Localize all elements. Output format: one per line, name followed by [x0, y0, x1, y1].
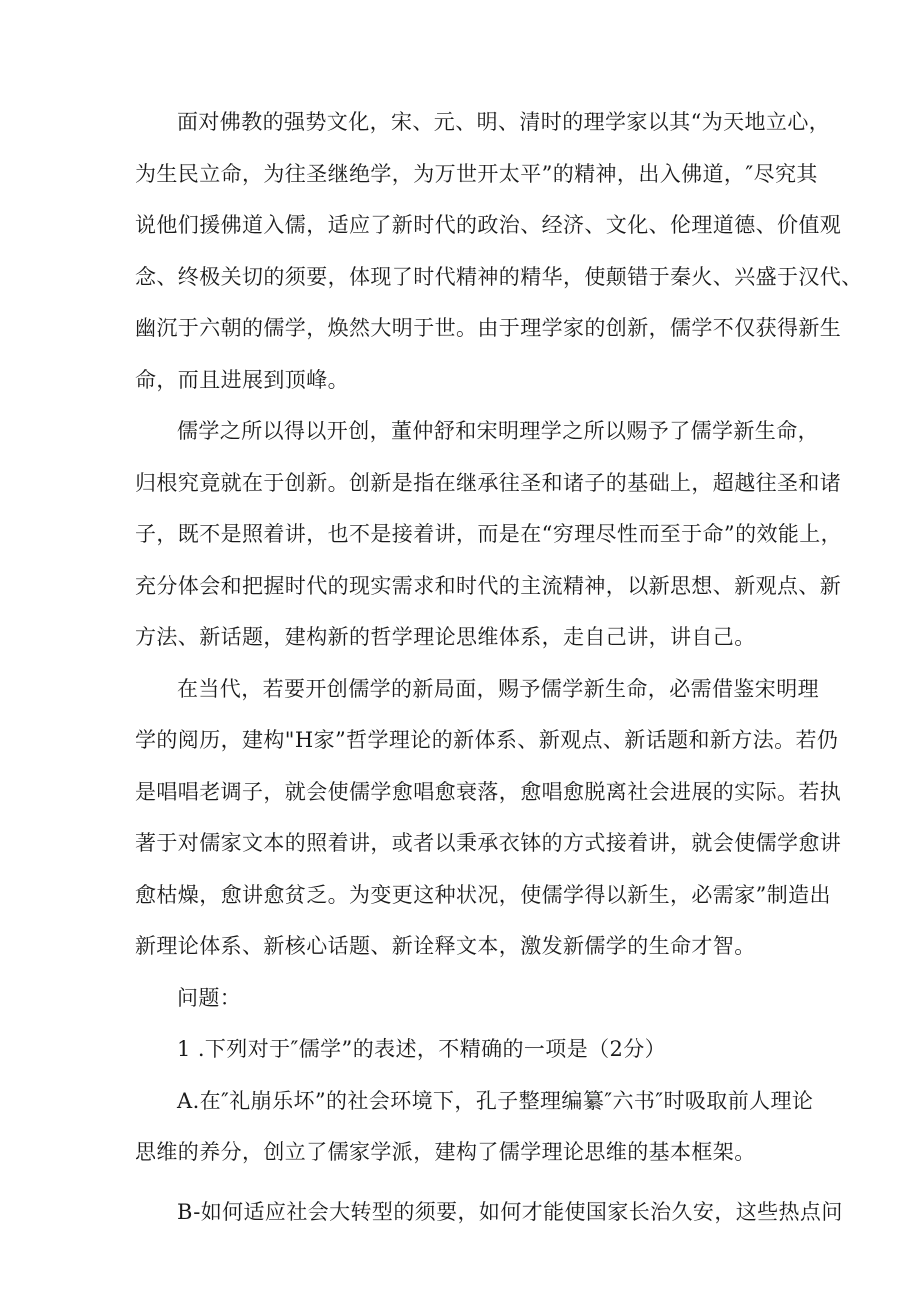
paragraph-1-line-3: 说他们援佛道入儒，适应了新时代的政治、经济、文化、伦理道德、价值观 — [135, 213, 842, 237]
paragraph-1-line-5: 幽沉于六朝的儒学，焕然大明于世。由于理学家的创新，儒学不仅获得新生 — [135, 316, 842, 340]
paragraph-3-line-4: 著于对儒家文本的照着讲，或者以秉承衣钵的方式接着讲，就会使儒学愈讲 — [135, 831, 842, 855]
paragraph-1-line-6: 命，而且进展到顶峰。 — [135, 368, 349, 392]
paragraph-2-line-5: 方法、新话题，建构新的哲学理论思维体系，走自己讲，讲自己。 — [135, 625, 756, 649]
paragraph-3-line-2: 学的阅历，建构"H家”哲学理论的新体系、新观点、新话题和新方法。若仍 — [135, 728, 839, 752]
paragraph-3-line-1: 在当代，若要开创儒学的新局面，赐予儒学新生命，必需借鉴宋明理 — [177, 677, 819, 701]
option-a-line-1: A.在″礼崩乐坏”的社会环境下，孔子整理编纂″六书″时吸取前人理论 — [177, 1089, 814, 1113]
questions-heading: 问题： — [177, 986, 242, 1010]
paragraph-1-line-4: 念、终极关切的须要，体现了时代精神的精华，使颠错于秦火、兴盛于汉代、 — [135, 265, 863, 289]
paragraph-2-line-4: 充分体会和把握时代的现实需求和时代的主流精神，以新思想、新观点、新 — [135, 574, 842, 598]
paragraph-2-line-3: 子，既不是照着讲，也不是接着讲，而是在“穷理尽性而至于命”的效能上， — [135, 522, 843, 546]
option-a-line-2: 思维的养分，创立了儒家学派，建构了儒学理论思维的基本框架。 — [135, 1140, 756, 1164]
paragraph-1-line-2: 为生民立命，为往圣继绝学，为万世开太平”的精神，出入佛道，″尽究其 — [135, 162, 818, 186]
paragraph-3-line-5: 愈枯燥，愈讲愈贫乏。为变更这种状况，使儒学得以新生，必需家”制造出 — [135, 883, 831, 907]
question-1: 1 .下列对于″儒学”的表述，不精确的一项是（2分） — [177, 1037, 667, 1061]
paragraph-3-line-3: 是唱唱老调子，就会使儒学愈唱愈衰落，愈唱愈脱离社会进展的实际。若执 — [135, 780, 842, 804]
paragraph-2-line-1: 儒学之所以得以开创，董仲舒和宋明理学之所以赐予了儒学新生命， — [177, 419, 819, 443]
paragraph-2-line-2: 归根究竟就在于创新。创新是指在继承往圣和诸子的基础上，超越往圣和诸 — [135, 471, 842, 495]
paragraph-3-line-6: 新理论体系、新核心话题、新诠释文本，激发新儒学的生命才智。 — [135, 934, 756, 958]
paragraph-1-line-1: 面对佛教的强势文化，宋、元、明、清时的理学家以其“为天地立心， — [177, 110, 831, 134]
option-b-line-1: B-如何适应社会大转型的须要，如何才能使国家长治久安，这些热点问 — [177, 1200, 843, 1224]
